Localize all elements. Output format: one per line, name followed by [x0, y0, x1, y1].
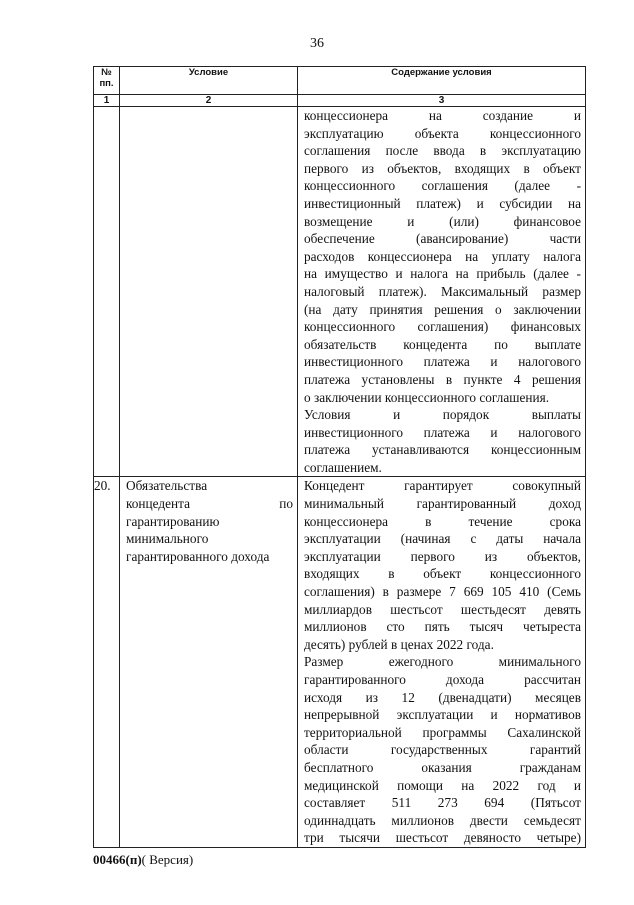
text-line: соглашения после ввода в эксплуатацию — [304, 143, 581, 159]
column-number-1: 1 — [94, 95, 120, 107]
text-line: одиннадцать миллионов двести семьдесят — [304, 812, 581, 828]
text-line: обязательств концедента по выплате — [304, 336, 581, 352]
condition-line: Обязательства — [126, 478, 208, 494]
text-line: платежа устанавливаются концессионным — [304, 442, 581, 458]
text-line: концессионера на создание и — [304, 108, 581, 123]
row-number: 20. — [94, 477, 120, 847]
text-line: Размер ежегодного минимального — [304, 654, 581, 670]
document-code: 00466(п) — [93, 852, 142, 867]
text-line: первого из объектов, входящих в объект — [304, 160, 581, 176]
text-line: обеспечение (авансирование) части — [304, 231, 581, 247]
header-number: № пп. — [94, 67, 120, 95]
text-line: эксплуатации первого из объектов, — [304, 548, 581, 564]
condition-line: концедента по — [126, 496, 293, 512]
text-line: инвестиционного платежа и налогового — [304, 424, 581, 440]
text-line: соглашения) в размере 7 669 105 410 (Семь — [304, 584, 581, 600]
table-row-20 — [94, 477, 586, 847]
condition-line: минимального — [126, 531, 209, 547]
text-line: минимальный гарантированный доход — [304, 496, 581, 512]
conditions-table — [93, 66, 586, 848]
text-line: соглашением. — [304, 459, 382, 475]
text-line: исходя из 12 (двенадцати) месяцев — [304, 689, 581, 705]
condition-line: гарантированию — [126, 513, 220, 529]
column-number-3: 3 — [298, 95, 586, 107]
text-line: концессионного соглашения (далее - — [304, 178, 581, 194]
text-line: десять) рублей в ценах 2022 года. — [304, 636, 494, 652]
continuation-number-cell — [94, 107, 120, 477]
text-line: инвестиционного платежа и налогового — [304, 354, 581, 370]
text-line: концессионера в течение срока — [304, 513, 581, 529]
condition-line: гарантированного дохода — [126, 548, 270, 564]
text-line: налоговый платеж). Максимальный размер — [304, 283, 581, 299]
page-number: 36 — [310, 36, 324, 51]
text-line: Условия и порядок выплаты — [304, 407, 581, 423]
text-line: возмещение и (или) финансовое — [304, 213, 581, 229]
text-line: бесплатного оказания гражданам — [304, 759, 581, 775]
table-row-continuation — [94, 107, 586, 477]
row-content-cell — [298, 477, 586, 847]
text-line: расходов концессионера на уплату налога — [304, 248, 581, 264]
row-condition-cell — [120, 477, 298, 847]
text-line: миллионов сто пять тысяч четыреста — [304, 619, 581, 635]
text-line: на имущество и налога на прибыль (далее - — [304, 266, 581, 282]
header-content: Содержание условия — [298, 67, 586, 95]
text-line: области государственных гарантий — [304, 742, 581, 758]
column-number-row — [94, 95, 586, 107]
continuation-content-cell — [298, 107, 586, 477]
text-line: о заключении концессионного соглашения. — [304, 389, 550, 405]
text-line: эксплуатацию объекта концессионного — [304, 125, 581, 141]
header-condition: Условие — [120, 67, 298, 95]
text-line: непрерывной эксплуатации и нормативов — [304, 707, 581, 723]
text-line: составляет 511 273 694 (Пятьсот — [304, 795, 581, 811]
document-footer — [93, 852, 193, 868]
text-line: гарантированного дохода рассчитан — [304, 672, 581, 687]
text-line: эксплуатации (начиная с даты начала — [304, 531, 581, 547]
text-line: Концедент гарантирует совокупный — [304, 478, 581, 494]
text-line: (на дату принятия решения о заключении — [304, 301, 581, 317]
text-line: концессионного соглашения) финансовых — [304, 319, 581, 335]
text-line: миллиардов шестьсот шестьдесят девять — [304, 601, 581, 617]
text-line: медицинской помощи на 2022 год и — [304, 777, 581, 793]
document-version: ( Версия) — [141, 852, 194, 867]
text-line: территориальной программы Сахалинской — [304, 724, 581, 740]
table-header-row — [94, 67, 586, 95]
text-line: инвестиционный платеж) и субсидии на — [304, 195, 581, 211]
text-line: три тысячи шестьсот девяносто четыре) — [304, 830, 581, 846]
column-number-2: 2 — [120, 95, 298, 107]
continuation-condition-cell — [120, 107, 298, 477]
text-line: входящих в объект концессионного — [304, 566, 581, 582]
text-line: платежа установлены в пункте 4 решения — [304, 371, 581, 387]
